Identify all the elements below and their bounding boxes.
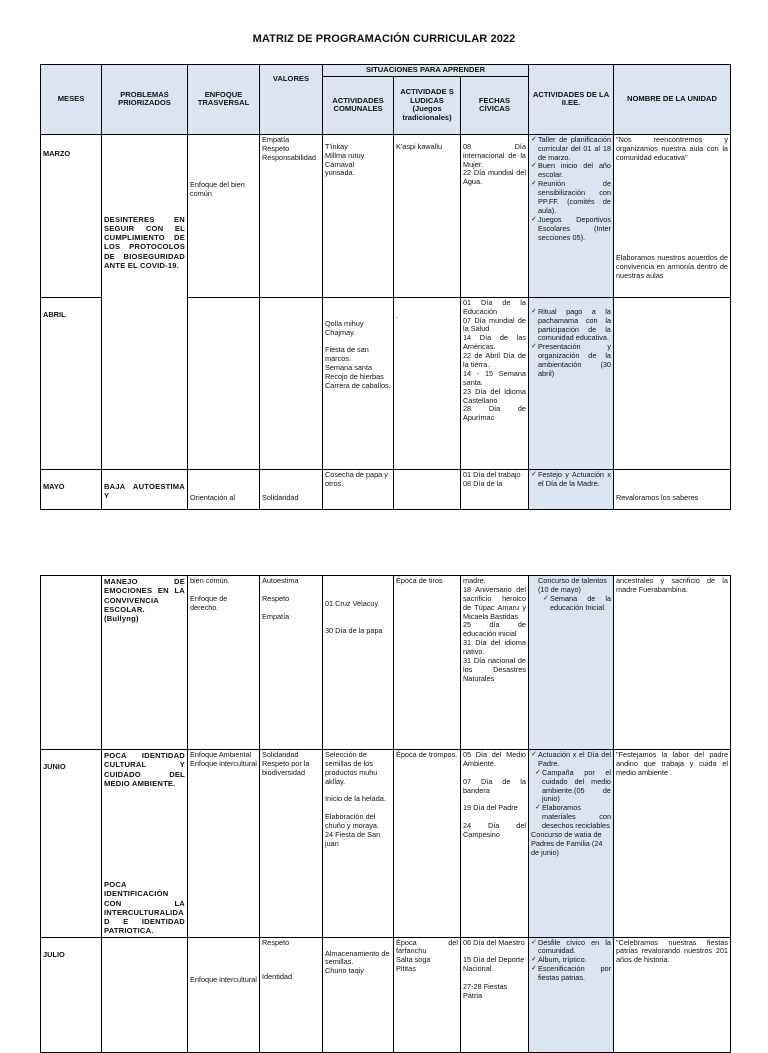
valores-junio: Solidaridad Respeto por la biodiversidad (260, 750, 323, 938)
ludicas-abril: . (394, 297, 461, 469)
valores-julio-identidad: Identidad (262, 972, 293, 982)
iee-abril (529, 297, 614, 469)
ludicas-junio: Época de trompos. (394, 750, 461, 938)
ludicas-julio: Época del farfanchu Salta soga Pititas (394, 937, 461, 1052)
iee-mayo-cont-list (531, 595, 611, 613)
iee-mayo-concurso: Concurso de talentos (10 de mayo) (538, 576, 607, 594)
month-mayo-cont (41, 576, 102, 750)
list-item: ✓ Campaña por el cuidado del medio ambiente.(05 de junio) (535, 767, 611, 804)
list-item: ✓ Actuación x el Día del Padre. (531, 750, 611, 768)
comunales-abril: Qolla mihuy Chajmay. Fiesta de san marcos. Semana santa Recojo de hierbas Carrera de caballos. (323, 297, 394, 469)
iee-julio-list (531, 939, 611, 983)
month-mayo: MAYO (41, 469, 102, 509)
ludicas-mayo (394, 469, 461, 509)
month-junio: JUNIO (41, 750, 102, 938)
comunales-mayo-cont: 01 Cruz Velacuy 30 Día de la papa (323, 576, 394, 750)
fechas-julio: 06 Día del Maestro 15 Día del Deporte Nacional. 27-28 Fiestas Patria (461, 937, 529, 1052)
header-actividades-ludicas: ACTIVIDADE S LUDICAS (Juegos tradicionales) (394, 76, 461, 134)
unidad-julio: "Celebramos nuestras fiestas patrias revalorando nuestros 201 años de historia. (614, 937, 731, 1052)
problem-identidad-cultural (102, 750, 188, 938)
header-meses: MESES (41, 65, 102, 135)
valores-abril (260, 297, 323, 469)
ludicas-mayo-cont: Época de tiros (394, 576, 461, 750)
comunales-mayo: Cosecha de papa y otros. (323, 469, 394, 509)
iee-mayo-cont (529, 576, 614, 750)
valores-mayo-cont: Autoestima Respeto Empatía (260, 576, 323, 750)
list-item: ✓ Presentación y organización de la ambientación (30 abril) (531, 342, 611, 378)
valores-julio-respeto: Respeto (262, 937, 290, 947)
iee-marzo-list (531, 136, 611, 243)
header-fechas-civicas: FECHAS CÍVICAS (461, 76, 529, 134)
unidad-marzo-1: "Nos reencontremos y organizamos nuestra aula con la comunidad educativa" (616, 134, 728, 162)
header-situaciones: SITUACIONES PARA APRENDER (323, 65, 529, 77)
iee-abril-list (531, 308, 611, 379)
check-icon: ✓ (531, 956, 537, 964)
ludicas-marzo: K'aspi kawallu (394, 134, 461, 297)
check-icon: ✓ (543, 594, 549, 602)
iee-marzo (529, 134, 614, 297)
curricular-matrix-table-page1 (40, 64, 731, 510)
list-item: ✓ Buen inicio del año escolar. (531, 161, 611, 180)
month-julio: JULIO (41, 937, 102, 1052)
month-abril: ABRIL (41, 297, 102, 469)
check-icon: ✓ (531, 135, 537, 143)
header-actividades-comunales: ACTIVIDADES COMUNALES (323, 76, 394, 134)
problem-bioseguridad: DESINTERES EN SEGUIR CON EL CUMPLIMIENTO DE LOS PROTOCOLOS DE BIOSEGURIDAD ANTE EL COVID-19. (102, 134, 188, 469)
fechas-marzo: 08 Día internacional de la Mujer. 22 Día mundial del Agua. (461, 134, 529, 297)
header-problemas: PROBLEMAS PRIORIZADOS (102, 65, 188, 135)
iee-junio-list (531, 751, 611, 831)
header-valores: VALORES (260, 65, 323, 135)
unidad-marzo (614, 134, 731, 297)
problem-julio-cont (102, 937, 188, 1052)
valores-marzo: Empatía Respeto Responsabilidad (260, 134, 323, 297)
iee-mayo-list (531, 471, 611, 489)
list-item: ✓ Festejo y Actuación x el Día de la Madre. (531, 469, 611, 488)
problem-emociones: MANEJO DE EMOCIONES EN LA CONVIVENCIA ESCOLAR. (Bullyng) (102, 576, 188, 750)
enfoque-marzo: Enfoque del bien común (188, 134, 260, 297)
valores-mayo: Solidaridad (260, 469, 323, 509)
check-icon: ✓ (531, 180, 537, 188)
list-item: ✓ Juegos Deportivos Escolares (Inter secciones 05). (531, 214, 611, 242)
check-icon: ✓ (535, 768, 541, 776)
iee-junio (529, 750, 614, 938)
check-icon: ✓ (531, 215, 537, 223)
list-item: ✓ Escenificación por fiestas patrias. (531, 964, 611, 983)
fechas-mayo-cont: madre. 18 Aniversario del sacrificio heroico de Túpac Amaru y Micaela Bastidas 25 día de educación inicial 31 Día del idioma nativo. 31 Día nacional de los Desastres Naturales (461, 576, 529, 750)
problem-identidad-cultural-text: POCA IDENTIDAD CULTURAL Y CUIDADO DEL MEDIO AMBIENTE. (104, 751, 185, 788)
curricular-matrix-table-page2 (40, 575, 731, 1053)
unidad-mayo-cont: ancestrales y sacrificio de la madre Fuerabambina. (614, 576, 731, 750)
header-actividades-iee: ACTIVIDADES DE LA II.EE. (529, 65, 614, 135)
fechas-junio: 05 Día del Medio Ambiente. 07 Día de la bandera 19 Día del Padre 24 Día del Campesino (461, 750, 529, 938)
list-item: ✓ Semana de la educación Inicial. (543, 593, 611, 612)
problem-autoestima: BAJA AUTOESTIMA Y (102, 469, 188, 509)
month-marzo: MARZO (41, 134, 102, 297)
check-icon: ✓ (531, 307, 537, 315)
list-item: ✓ Elaboramos materiales con desechos reciclables (535, 803, 611, 831)
check-icon: ✓ (531, 965, 537, 973)
comunales-junio: Selección de semillas de los productos muhu akllay. Inicio de la helada. Elaboración del chuño y moraya. 24 Fiesta de San juan (323, 750, 394, 938)
comunales-marzo: T'inkay Millma rutuy Carnaval yunsada. (323, 134, 394, 297)
header-nombre-unidad: NOMBRE DE LA UNIDAD (614, 65, 731, 135)
page-title: MATRIZ DE PROGRAMACIÓN CURRICULAR 2022 (252, 33, 516, 45)
unidad-mayo: Revaloramos los saberes (614, 469, 731, 509)
check-icon: ✓ (531, 162, 537, 170)
enfoque-junio: Enfoque Ambiental Enfoque intercultural (188, 750, 260, 938)
list-item: ✓ Taller de planificación curricular del 01 al 18 de marzo. (531, 134, 611, 162)
check-icon: ✓ (531, 751, 537, 758)
comunales-julio: Almacenamiento de semillas. Chuno taqiy (323, 937, 394, 1052)
unidad-junio: "Festejamos la labor del padre andino que trabaja y cuida el medio ambiente . (614, 750, 731, 938)
check-icon: ✓ (531, 343, 537, 351)
check-icon: ✓ (531, 938, 537, 946)
list-item: ✓ Ritual pago a la pachamama con la participación de la comunidad educativa. (531, 306, 611, 343)
fechas-abril: 01 Día de la Educación 07 Día mundial de la Salud 14 Día de las Américas. 22 de Abril Día de la tierra. 14 - 15 Semana santa. 23 Día del Idioma Castellano 28 Día de Apurímac (461, 297, 529, 469)
iee-mayo (529, 469, 614, 509)
problem-interculturalidad: POCA IDENTIFICACIÓN CON LA INTERCULTURALIDAD E IDENTIDAD PATRIOTICA. (104, 880, 185, 936)
unidad-marzo-2: Elaboramos nuestros acuerdos de convivencia en armonía dentro de nuestras aulas (616, 253, 728, 281)
fechas-mayo: 01 Día del trabajo 08 Día de la (461, 469, 529, 509)
enfoque-mayo: Orientación al (188, 469, 260, 509)
list-item: ✓ Album, tríptico. (531, 955, 587, 965)
list-item: ✓ Reunión de sensibilización con PP.FF. (comités de aula). (531, 179, 611, 215)
header-enfoque: ENFOQUE TRASVERSAL (188, 65, 260, 135)
unidad-abril (614, 297, 731, 469)
enfoque-mayo-cont: bien común. Enfoque de derecho. (188, 576, 260, 750)
iee-junio-concurso: Concurso de watia de Padres de Familia (24 de junio) (531, 830, 603, 857)
valores-julio (260, 937, 323, 1052)
list-item: ✓ Desfile cívico en la comunidad. (531, 937, 611, 956)
enfoque-julio: Enfoque intercultural (188, 937, 260, 1052)
iee-julio (529, 937, 614, 1052)
enfoque-abril (188, 297, 260, 469)
check-icon: ✓ (535, 804, 541, 812)
check-icon: ✓ (531, 470, 537, 478)
